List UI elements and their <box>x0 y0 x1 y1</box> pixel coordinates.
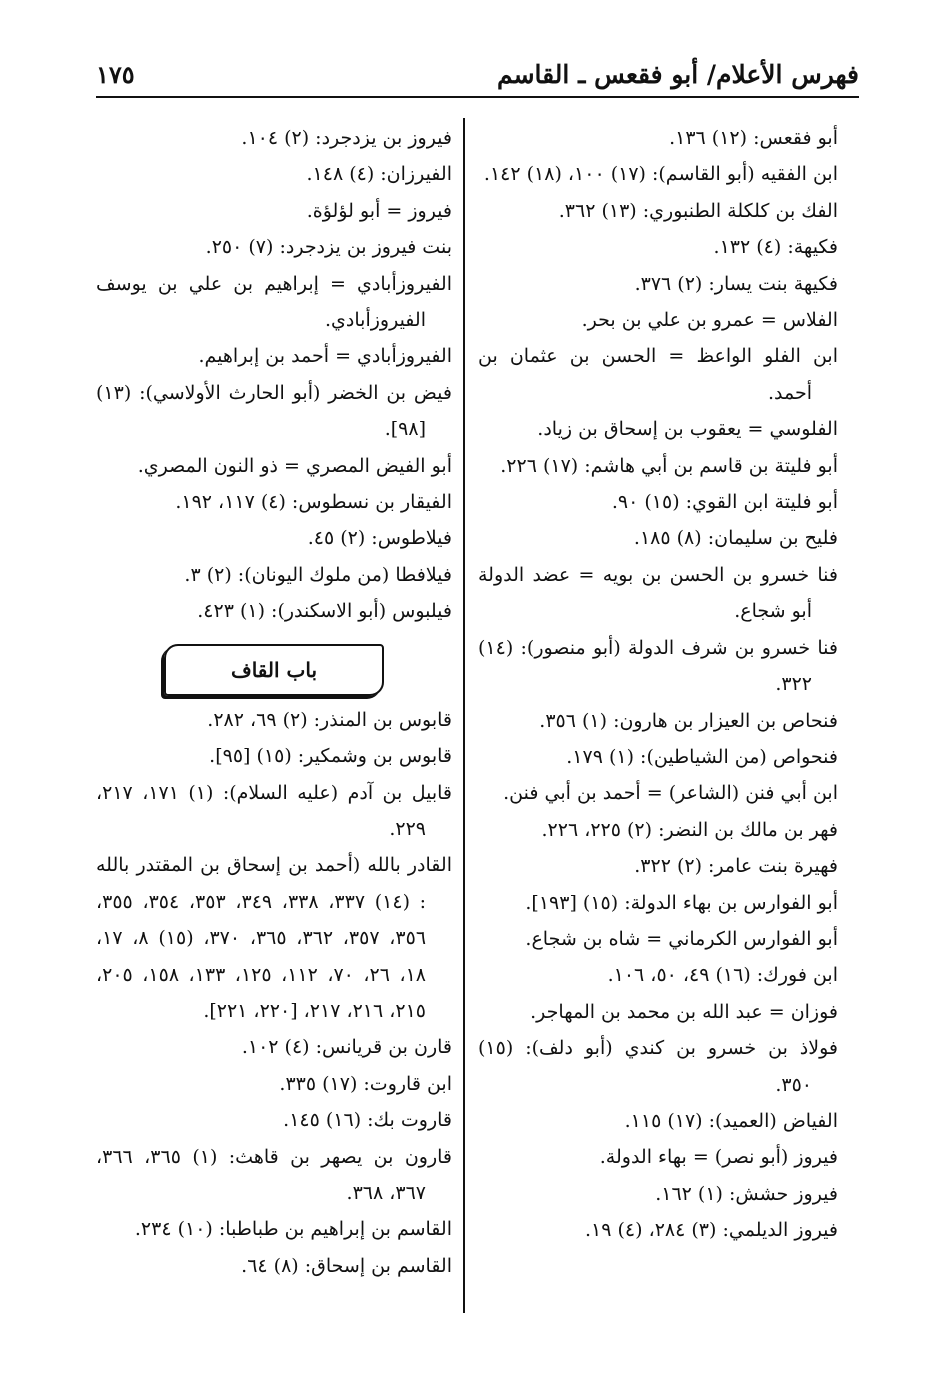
index-entry: فهر بن مالك بن النضر: (٢) ٢٢٥، ٢٢٦. <box>541 818 838 841</box>
index-entry: قابوس بن وشمكير: (١٥) [٩٥]. <box>209 745 452 768</box>
index-entry: قارون بن يصهر بن قاهث: (١) ٣٦٥، ٣٦٦، ٣٦٧، ٣٦٨. <box>96 1145 452 1204</box>
index-entry: الفلوسي = يعقوب بن إسحاق بن زياد. <box>537 418 838 441</box>
index-entry: الفيقار بن نسطوس: (٤) ١١٧، ١٩٢. <box>175 491 452 514</box>
index-entry: ابن الفلو الواعظ = الحسن بن عثمان بن أحمد. <box>478 345 838 404</box>
section-heading-wrap <box>96 630 452 702</box>
index-entry: قارن بن قريانس: (٤) ١٠٢. <box>241 1036 452 1059</box>
index-entry: بنت فيروز بن يزدجرد: (٧) ٢٥٠. <box>205 236 452 259</box>
index-entry: فيلبوس (أبو الاسكندر): (١) ٤٢٣. <box>197 600 452 623</box>
index-entry: ابن فورك: (١٦) ٤٩، ٥٠، ١٠٦. <box>607 964 838 987</box>
index-entry: فكيهة بنت يسار: (٢) ٣٧٦. <box>634 272 838 295</box>
index-entry: فيروز = أبو لؤلؤة. <box>306 199 452 222</box>
index-entry: القاسم بن إبراهيم بن طباطبا: (١٠) ٢٣٤. <box>134 1218 452 1241</box>
index-entry: أبو فليتة بن قاسم بن أبي هاشم: (١٧) ٢٢٦. <box>500 454 838 477</box>
index-entry: فوزان = عبد الله بن محمد بن المهاجر. <box>530 1000 838 1023</box>
index-entry: فنا خسرو بن الحسن بن بويه = عضد الدولة أبو شجاع. <box>478 563 838 623</box>
index-entry: الفيروزأبادي = أحمد بن إبراهيم. <box>198 345 452 368</box>
index-entry: فنحواص (من الشياطين): (١) ١٧٩. <box>566 745 838 768</box>
index-entry: الفيروزأبادي = إبراهيم بن علي بن يوسف الفيروزأبادي. <box>96 272 452 332</box>
header-title: فهرس الأعلام/ أبو فقعس ـ القاسم <box>496 59 859 89</box>
index-entry: فيروز (أبو نصر) = بهاء الدولة. <box>599 1146 838 1169</box>
index-entry: فيروز حشش: (١) ١٦٢. <box>655 1182 838 1205</box>
index-entry: فيلاطوس: (٢) ٤٥. <box>307 527 452 550</box>
running-header <box>96 52 859 98</box>
column-divider <box>463 118 465 1313</box>
page-number: ١٧٥ <box>96 59 135 89</box>
index-entry: أبو فليتة ابن القوي: (١٥) ٩٠. <box>611 491 838 514</box>
section-heading: باب القاف <box>164 644 384 696</box>
left-column <box>96 120 452 1284</box>
index-entry: الفك بن كلكلة الطنبوري: (١٣) ٣٦٢. <box>558 199 838 222</box>
index-entry: قاروت بك: (١٦) ١٤٥. <box>283 1109 452 1132</box>
index-entry: فكيهة: (٤) ١٣٢. <box>713 236 838 259</box>
index-entry: ابن الفقيه (أبو القاسم): (١٧) ١٠٠، (١٨) ١٤٢. <box>483 163 838 186</box>
index-entry: أبو الفوارس بن بهاء الدولة: (١٥) [١٩٣]. <box>525 891 838 914</box>
index-entry: فيروز الديلمي: (٣) ٢٨٤، (٤) ١٩. <box>584 1219 838 1242</box>
index-entry: الفيرزان: (٤) ١٤٨. <box>306 163 452 186</box>
index-entry: فيض بن الخضر (أبو الحارث الأولاسي): (١٣) [٩٨]. <box>96 381 452 441</box>
index-entry: فيروز بن يزدجرد: (٢) ١٠٤. <box>241 127 452 149</box>
index-entry: قابيل بن آدم (عليه السلام): (١) ١٧١، ٢١٧، ٢٢٩. <box>96 781 452 840</box>
index-entry: فهيرة بنت عامر: (٢) ٣٢٢. <box>634 855 838 878</box>
index-entry: أبو الفوارس الكرماني = شاه بن شجاع. <box>525 927 838 950</box>
index-entry: فيلافطا (من ملوك اليونان): (٢) ٣. <box>184 563 452 586</box>
index-entry: القاسم بن إسحاق: (٨) ٦٤. <box>241 1254 452 1277</box>
index-entry: القادر بالله (أحمد بن إسحاق بن المقتدر بالله : (١٤) ٣٣٧، ٣٣٨، ٣٤٩، ٣٥٣، ٣٥٤، ٣٥٥، ٣٥٦، ٣٥٧، ٣٦٢، ٣٦٥، ٣٧٠، (١٥) ٨، ١٧، ١٨، ٢٦، ٧٠، ١١٢، ١٢٥، ١٣٣، ١٥٨، ٢٠٥، ٢١٥، ٢١٦، ٢١٧، [٢٢٠، ٢٢١]. <box>96 854 452 1022</box>
index-entry: ابن أبي فنن (الشاعر) = أحمد بن أبي فنن. <box>503 782 838 805</box>
index-entry: فنا خسرو بن شرف الدولة (أبو منصور): (١٤) ٣٢٢. <box>478 636 838 696</box>
index-entry: فليح بن سليمان: (٨) ١٨٥. <box>633 527 838 550</box>
index-entry: فولاذ بن خسرو بن كندي (أبو دلف): (١٥) ٣٥٠. <box>478 1037 838 1096</box>
index-entry: ابن قاروت: (١٧) ٣٣٥. <box>279 1072 452 1095</box>
right-column <box>478 120 838 1249</box>
index-entry: فنحاص بن العيزار بن هارون: (١) ٣٥٦. <box>539 709 838 732</box>
index-entry: قابوس بن المنذر: (٢) ٦٩، ٢٨٢. <box>207 708 452 731</box>
index-entry: الفياض (العميد): (١٧) ١١٥. <box>624 1109 838 1132</box>
index-entry: أبو الفيض المصري = ذو النون المصري. <box>137 454 452 477</box>
index-entry: الفلاس = عمرو بن علي بن بحر. <box>581 309 838 332</box>
index-entry: أبو فقعس: (١٢) ١٣٦. <box>669 127 838 149</box>
